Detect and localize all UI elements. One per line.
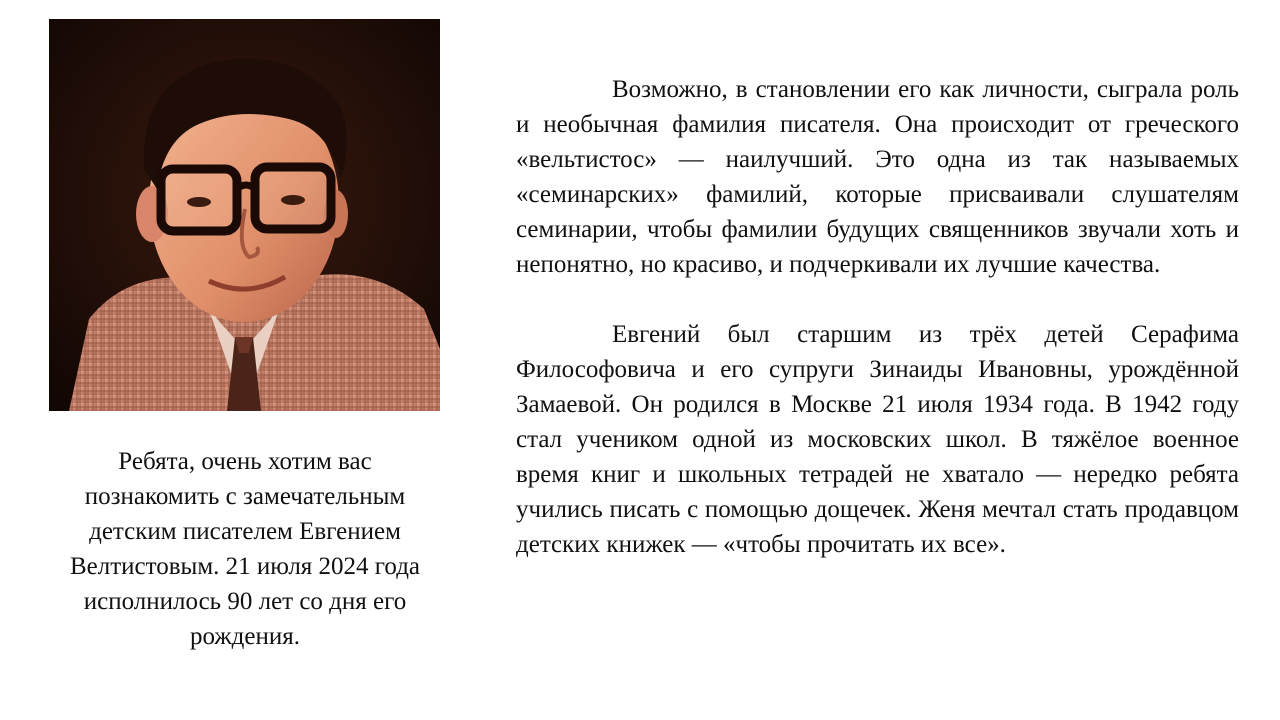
article-body: [516, 72, 1239, 562]
article-paragraph: Евгений был старшим из трёх детей Серафима Философовича и его супруги Зинаиды Ивановны, урождённой Замаевой. Он родился в Москве 21 июля 1934 года. В 1942 году стал учеником одной из московских школ. В тяжёлое военное время книг и школьных тетрадей не хватало — нередко ребята учились писать с помощью дощечек. Женя мечтал стать продавцом детских книжек — «чтобы прочитать их все».: [516, 321, 1239, 558]
article-paragraph: Возможно, в становлении его как личности, сыграла роль и необычная фамилия писателя. Она происходит от греческого «вельтистос» — наилучший. Это одна из так называемых «семинарских» фамилий, которые присваивали слушателям семинарии, чтобы фамилии будущих священников звучали хоть и непонятно, но красиво, и подчеркивали их лучшие качества.: [516, 76, 1239, 278]
portrait-caption: Ребята, очень хотим вас познакомить с замечательным детским писателем Евгением Велтистовым. 21 июля 2024 года исполнилось 90 лет со дня его рождения.: [69, 448, 421, 650]
author-portrait-photo: [49, 19, 440, 411]
author-portrait: [49, 19, 440, 411]
